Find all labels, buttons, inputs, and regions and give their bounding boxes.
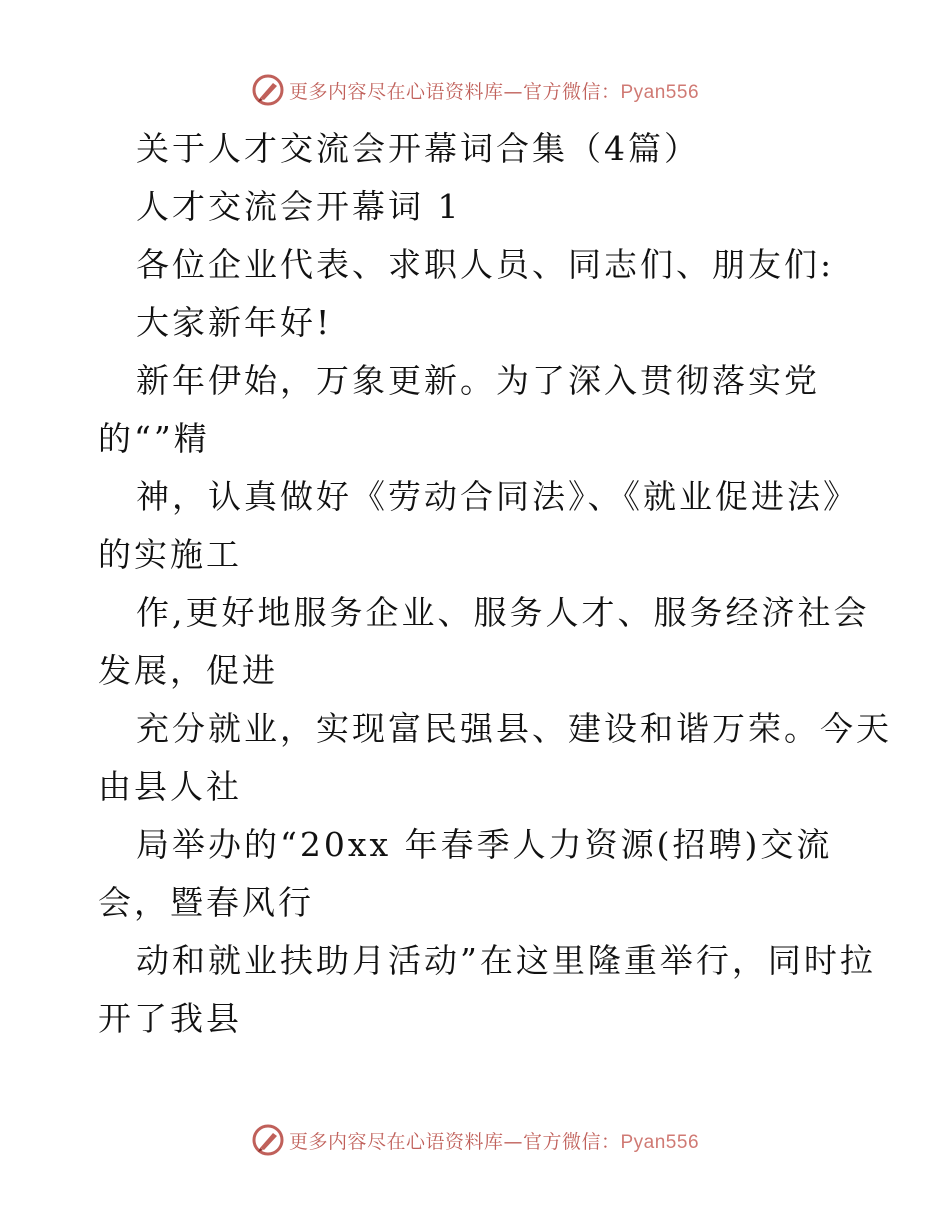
pen-logo-icon	[251, 73, 285, 107]
watermark-footer	[0, 1120, 950, 1160]
wechat-id: Pyan556	[620, 1131, 700, 1153]
section-heading: 人才交流会开幕词 1	[136, 187, 462, 226]
paragraph-line: 局举办的“20xx 年春季人力资源(招聘)交流	[136, 825, 833, 864]
wechat-id: Pyan556	[620, 81, 700, 103]
document-title: 关于人才交流会开幕词合集（4篇）	[136, 129, 700, 168]
paragraph-line: 动和就业扶助月活动”在这里隆重举行，同时拉	[136, 941, 876, 980]
paragraph-line: 充分就业，实现富民强县、建设和谐万荣。今天	[136, 709, 892, 748]
watermark-text: 更多内容尽在心语资料库—官方微信：Pyan556	[288, 1130, 700, 1153]
paragraph-line: 会，暨春风行	[98, 883, 314, 922]
watermark-header	[0, 70, 950, 110]
paragraph-line: 新年伊始，万象更新。为了深入贯彻落实党	[136, 361, 820, 400]
paragraph-line: 开了我县	[98, 999, 242, 1038]
greeting: 大家新年好!	[136, 303, 333, 342]
paragraph-line: 的实施工	[98, 535, 242, 574]
paragraph-line: 发展，促进	[98, 651, 278, 690]
paragraph-line: 神，认真做好《劳动合同法》、《就业促进法》	[136, 477, 859, 516]
pen-logo-icon	[251, 1123, 285, 1157]
watermark-text: 更多内容尽在心语资料库—官方微信：Pyan556	[288, 80, 700, 103]
paragraph-line: 的“”精	[98, 419, 210, 458]
paragraph-line: 由县人社	[98, 767, 242, 806]
salutation: 各位企业代表、求职人员、同志们、朋友们:	[136, 245, 835, 284]
paragraph-line: 作,更好地服务企业、服务人才、服务经济社会	[136, 593, 870, 632]
